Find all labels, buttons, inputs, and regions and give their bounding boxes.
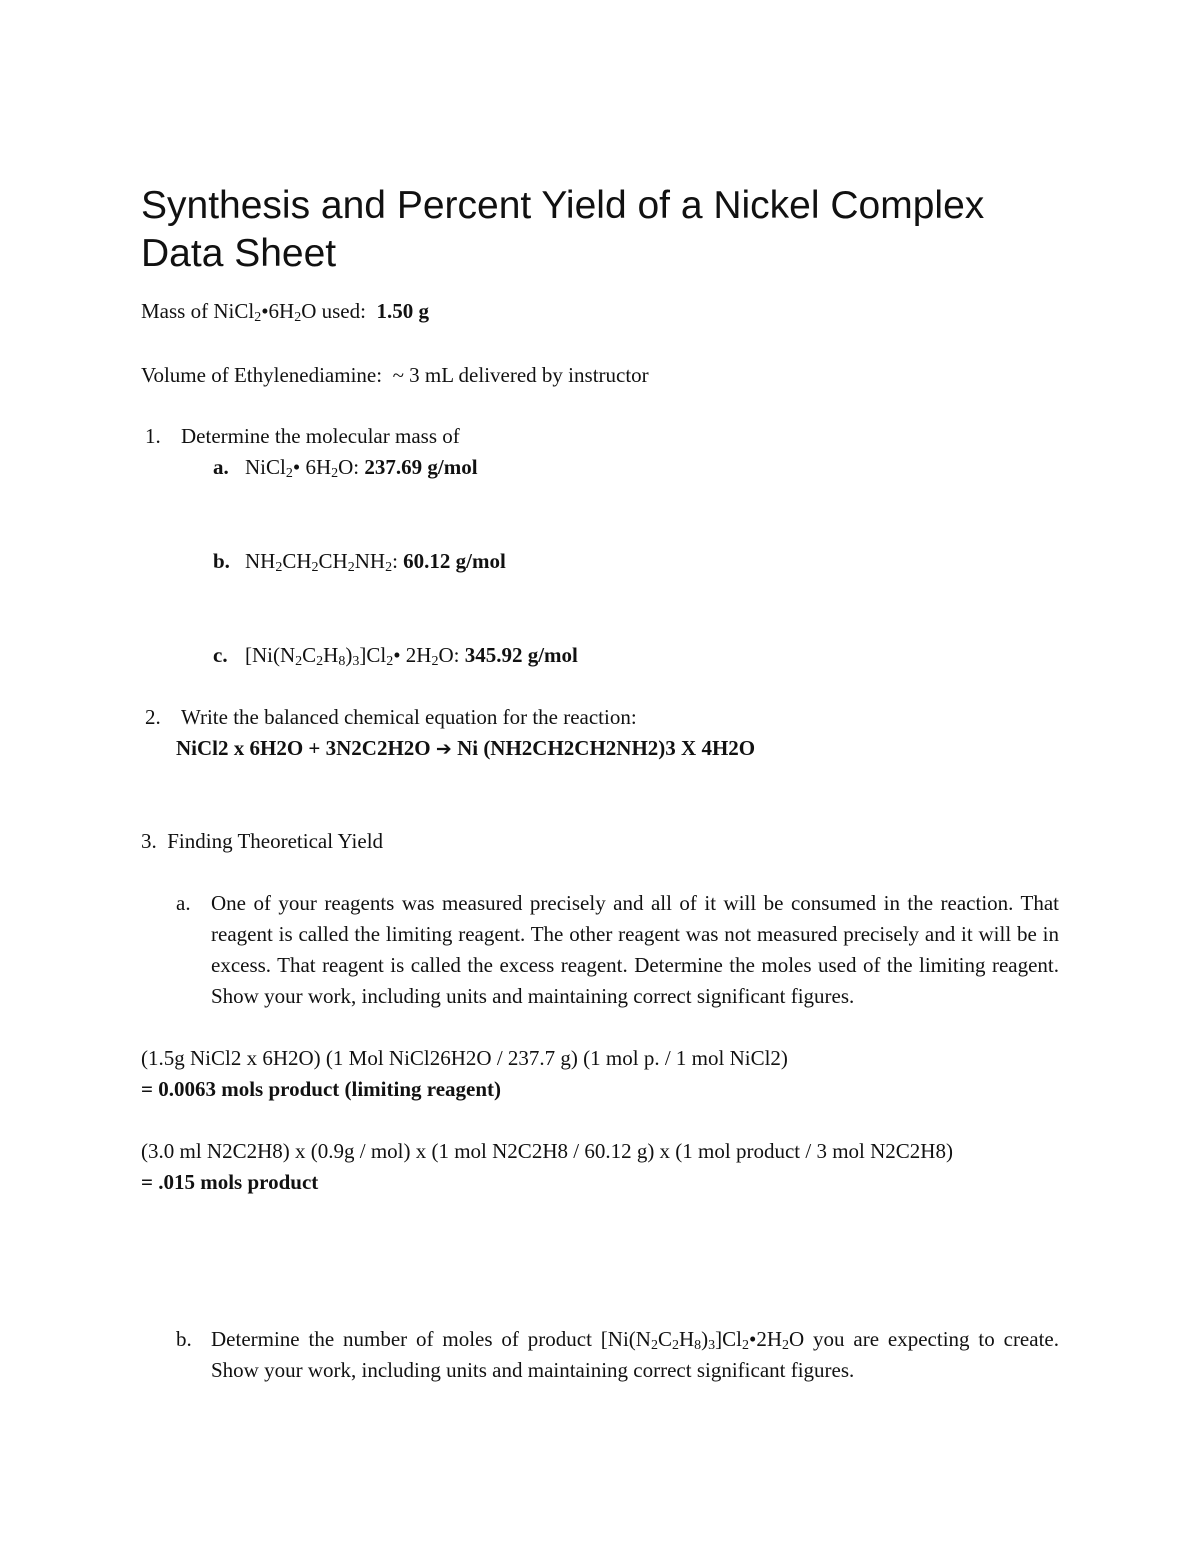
question-number: 3. <box>141 829 157 853</box>
item-letter-3b: b. <box>176 1327 192 1351</box>
mass-label-mid: •6H <box>261 299 295 323</box>
title-line-2: Data Sheet <box>141 232 337 275</box>
volume-label: Volume of Ethylenediamine: <box>141 363 383 387</box>
calculation-1: (1.5g NiCl2 x 6H2O) (1 Mol NiCl26H2O / 237.7 g) (1 mol p. / 1 mol NiCl2) <box>141 1046 788 1070</box>
item-letter: c. <box>213 643 228 667</box>
balanced-equation <box>176 733 755 765</box>
equation-products: Ni (NH2CH2CH2NH2)3 X 4H2O <box>457 736 756 760</box>
mass-label-end: O used: <box>301 299 366 323</box>
mass-value: 1.50 g <box>376 299 429 323</box>
question-3a-text: One of your reagents was measured precisely and all of it will be consumed in the reaction. That reagent is called the limiting reagent. The other reagent was not measured precisely and it will be in excess. That reagent is called the excess reagent. Determine the moles used of the limiting reagent. Show your work, including units and maintaining correct significant figures. <box>211 891 1059 1008</box>
reaction-arrow-icon: ➔ <box>435 738 452 760</box>
item-letter-3a: a. <box>176 891 191 915</box>
question-3 <box>141 826 383 857</box>
question-3b-text: Determine the number of moles of product $[Ni(N_2C_2H_8)_3]Cl_2•2H_2O$ you are expecting to create. Show your work, including units and maintaining correct significant figures. <box>211 1327 1059 1382</box>
item-letter: a. <box>213 455 229 479</box>
question-1c: c. $[Ni(N_2C_2H_8)_3]Cl_2•$ $2H_2O$: 345.92 g/mol <box>213 640 578 671</box>
question-1b: b. $NH_2CH_2CH_2NH_2$: 60.12 g/mol <box>213 546 506 577</box>
question-text: Write the balanced chemical equation for the reaction: <box>181 705 637 729</box>
molar-mass-value: 237.69 g/mol <box>364 455 478 479</box>
equation-reactants: NiCl2 x 6H2O + 3N2C2H2O <box>176 736 431 760</box>
question-text: Finding Theoretical Yield <box>167 829 384 853</box>
mass-line <box>141 296 429 327</box>
question-1a: a. NiCl$_2$• $6H_2O$: 237.69 g/mol <box>213 452 478 483</box>
subscript: 2 <box>254 310 262 325</box>
title-line-1: Synthesis and Percent Yield of a Nickel Complex <box>141 184 985 227</box>
page-title <box>141 182 984 278</box>
result-1: = 0.0063 mols product (limiting reagent) <box>141 1077 502 1101</box>
question-number: 2. <box>145 705 161 729</box>
question-number: 1. <box>145 424 161 448</box>
molar-mass-value: 60.12 g/mol <box>403 549 506 573</box>
item-letter: b. <box>213 549 230 573</box>
question-1 <box>145 421 460 452</box>
question-2 <box>145 702 637 733</box>
volume-value: ~ 3 mL delivered by instructor <box>392 363 649 387</box>
calculation-2: (3.0 ml N2C2H8) x (0.9g / mol) x (1 mol N2C2H8 / 60.12 g) x (1 mol product / 3 mol N2C2H8) <box>141 1139 953 1163</box>
question-text: Determine the molecular mass of <box>181 424 460 448</box>
volume-line <box>141 360 649 391</box>
result-2: = .015 mols product <box>141 1170 319 1194</box>
subscript: 2 <box>294 310 302 325</box>
mass-label: Mass of NiCl <box>141 299 255 323</box>
molar-mass-value: 345.92 g/mol <box>464 643 578 667</box>
